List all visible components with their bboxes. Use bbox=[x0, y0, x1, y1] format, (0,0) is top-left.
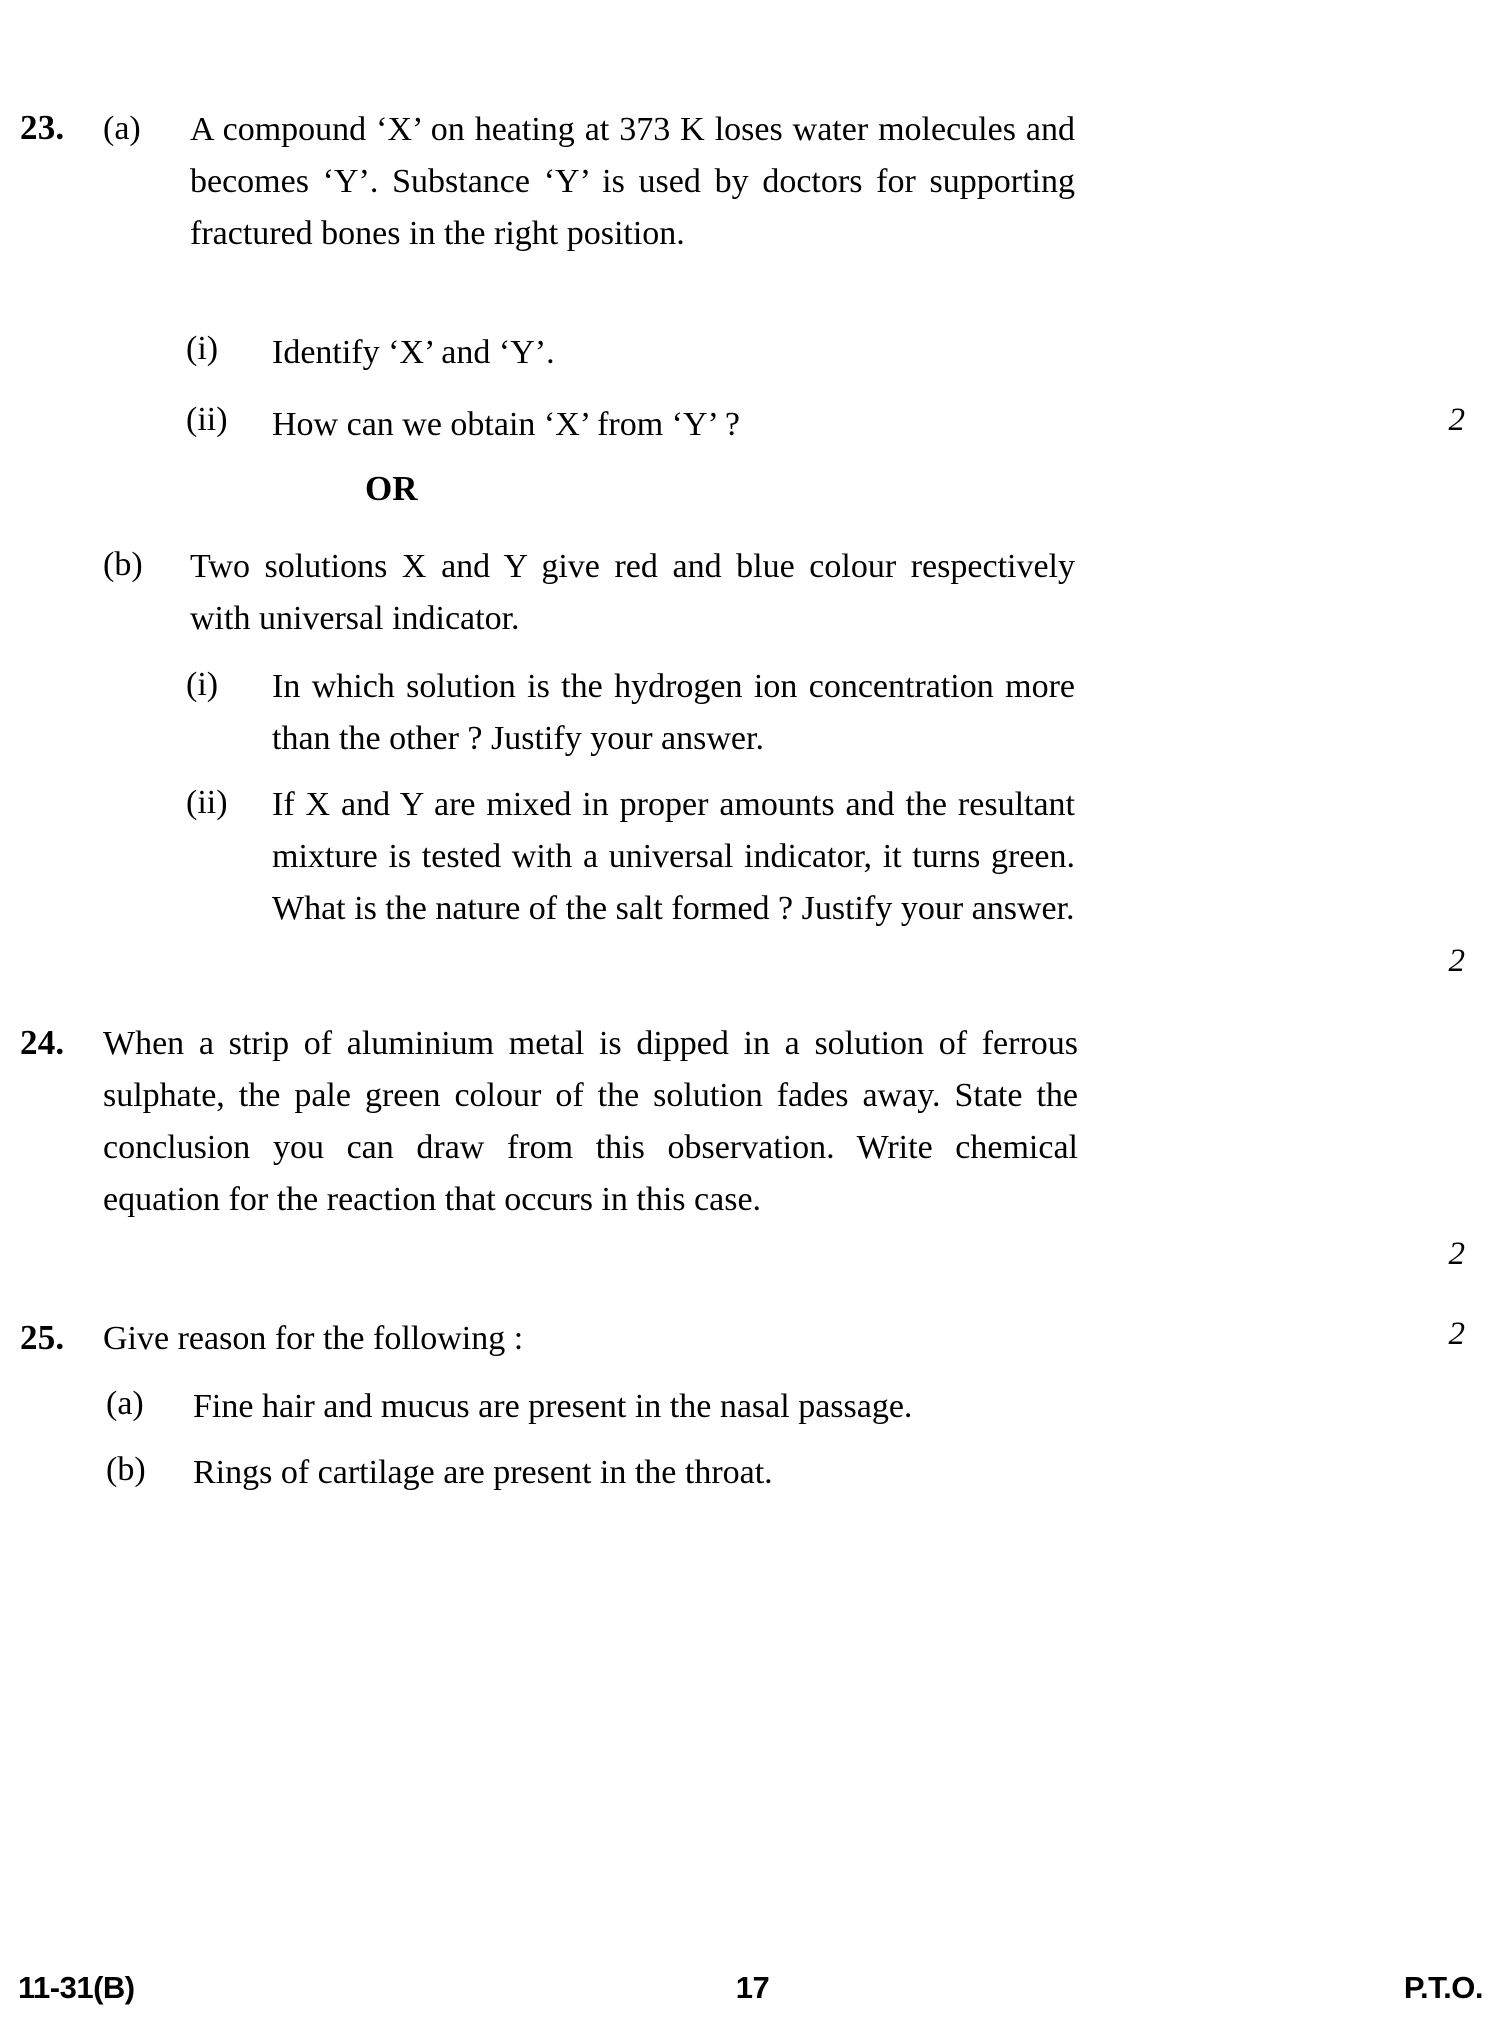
footer-page-number: 17 bbox=[735, 1970, 770, 2005]
question-23b-ii-label: (ii) bbox=[186, 784, 228, 821]
question-number-23: 23. bbox=[20, 108, 65, 147]
question-23-part-b-text: Two solutions X and Y give red and blue colour respectively with universal indicator. bbox=[190, 548, 1075, 637]
question-23a-i-label: (i) bbox=[186, 330, 219, 367]
question-23a-ii-text: How can we obtain ‘X’ from ‘Y’ ? bbox=[272, 406, 740, 443]
question-24-text: When a strip of aluminium metal is dipped in a solution of ferrous sulphate, the pale green colour of the solution fades away. State the conclusion you can draw from this observation. Write chemical equation for the reaction that occurs in this case. bbox=[103, 1025, 1078, 1218]
question-25b-label: (b) bbox=[106, 1451, 146, 1488]
footer-paper-code: 11-31(B) bbox=[18, 1970, 135, 2005]
marks-question-24: 2 bbox=[1448, 1236, 1465, 1272]
question-23b-i-text: In which solution is the hydrogen ion concentration more than the other ? Justify your answer. bbox=[272, 668, 1075, 757]
page-footer bbox=[0, 1972, 1505, 2018]
question-25a-text: Fine hair and mucus are present in the nasal passage. bbox=[193, 1388, 913, 1425]
question-number-24: 24. bbox=[20, 1023, 65, 1062]
marks-question-25: 2 bbox=[1448, 1316, 1465, 1352]
question-23-part-a-text: A compound ‘X’ on heating at 373 K loses water molecules and becomes ‘Y’. Substance ‘Y’ is used by doctors for supporting fractured bones in the right position. bbox=[190, 111, 1075, 252]
question-23-part-a-label: (a) bbox=[103, 110, 141, 147]
question-25-text: Give reason for the following : bbox=[103, 1320, 524, 1357]
question-number-25: 25. bbox=[20, 1318, 65, 1357]
question-23a-ii-label: (ii) bbox=[186, 401, 228, 438]
question-23b-i-label: (i) bbox=[186, 666, 219, 703]
footer-turn-over: P.T.O. bbox=[1403, 1970, 1483, 2005]
question-25b-text: Rings of cartilage are present in the throat. bbox=[193, 1454, 773, 1491]
or-separator-question-23: OR bbox=[365, 469, 418, 508]
question-25a-label: (a) bbox=[106, 1385, 144, 1422]
question-23b-ii-text: If X and Y are mixed in proper amounts and the resultant mixture is tested with a universal indicator, it turns green. What is the nature of the salt formed ? Justify your answer. bbox=[272, 786, 1075, 927]
marks-question-23a: 2 bbox=[1448, 402, 1465, 438]
question-23a-i-text: Identify ‘X’ and ‘Y’. bbox=[272, 334, 555, 371]
question-23-part-b-label: (b) bbox=[103, 546, 143, 583]
marks-question-23b: 2 bbox=[1448, 943, 1465, 979]
